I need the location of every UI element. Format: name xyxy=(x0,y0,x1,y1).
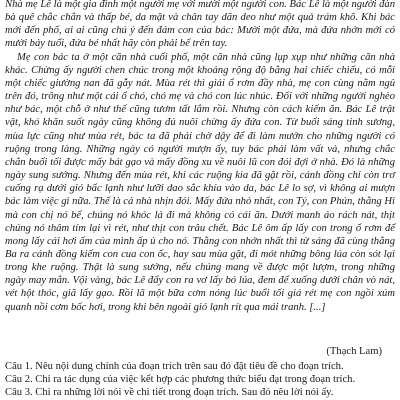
passage-paragraph-1: Nhà mẹ Lê là một gia đình một người mẹ với mười một người con. Bác Lê là một người đàn bà quê chắc chắn và thấp bé, da mặt và chân tay dăn deo như một quả trám khô. Khi bác mới đến phố, ai ai cũng chú ý đến đám con của bác: Mười một đứa, mà đứa nhớn mới có mười bảy tuổi, đứa bé nhất hãy còn phải bế trên tay. xyxy=(5,0,395,50)
question-3: Câu 3. Chỉ ra những lời nói về chi tiết trong đoạn trích. Sau đó nêu lời nói ấy. xyxy=(5,387,334,398)
question-list xyxy=(5,360,400,399)
passage-paragraph-2: Mẹ con bác ta ở một căn nhà cuối phố, một căn nhà cũng lụp xụp như những căn nhà khác. Chừng ấy người chen chúc trong một khoảng rộng độ bằng hai chiếc chiếu, có mỗi một chiếc giường nan đã gẫy nát. Mùa rét thì giải ổ rơm đầy nhà, mẹ con cùng nằm ngủ trên đó, trông như một cái ổ chó, chó mẹ và chó con lúc nhúc. Đối với những người nghèo như bác, một chỗ ở như thế cũng tươm tất lắm rồi. Nhưng còn cách kiếm ăn. Bác Lê trật vật, khó khăn suốt ngày cũng không đủ nuôi chừng ấy đứa con. Từ buổi sáng tinh sương, mùa lực cũng như mùa rét, bác ta đã phải chờ dậy để đi làm mướn cho những người có ruộng trong làng. Những ngày có người mượn ấy, tuy bác phải làm vất vả, nhưng chắc chắn buổi tối được mấy bát gạo và mấy đồng xu về nuôi lũ con đói đợi ở nhà. Đó là những ngày sung sướng. Nhưng đến mùa rét, khi các ruộng kia đã gặt rồi, cánh đồng chỉ còn trơ cuống rạ dưới gió bấc lạnh như lưỡi dao sắc khía vào da, bác Lê lo sợ, vì không ai mượn bác làm việc gì nữa. Thế là cả nhà nhịn đói. Mấy đứa nhỏ nhất, con Tý, con Phún, thằng Hi mà con chị nó bế, chúng nó khóc lả đi mà không có cái ăn. Dưới manh áo rách nát, thịt chúng nó thâm tím lại vì rét, như thịt con trâu chết. Bác Lê ôm ấp lấy con trong ổ rơm để mong lấy cái hơi ấm của mình ấp ủ cho nó. Thằng con nhớn nhất thì từ sáng đã cùng thằng Ba ra cánh đồng kiếm con cua con ốc, hay sau mùa gặt, đi mót những bông lúa còn sót lại trong khe ruộng. Thật là sung sướng, nếu chúng mang về được một lượm, trong những ngày may mắn. Vội vàng, bác Lê đẩy con ra vơ lấy bó lúa, đem để xuống dưới chân vò nát, vét hột thóc, giã lấy gạo. Rồi lã một bữa cơm nóng lúc buổi tối giá rét mẹ con ngồi xúm quanh nồi cơm bốc hơi, trong khi bên ngoài gió lạnh rít qua mái tranh. [...] xyxy=(5,51,395,313)
author-attribution: (Thạch Lam) xyxy=(326,346,382,357)
question-2: Câu 2. Chỉ ra tác dụng của việc kết hợp các phương thức biểu đạt trong đoạn trích. xyxy=(5,374,356,385)
question-1: Câu 1. Nêu nội dung chính của đoạn trích trên sau đó đặt tiêu đề cho đoạn trích. xyxy=(5,361,344,372)
passage xyxy=(5,0,395,314)
